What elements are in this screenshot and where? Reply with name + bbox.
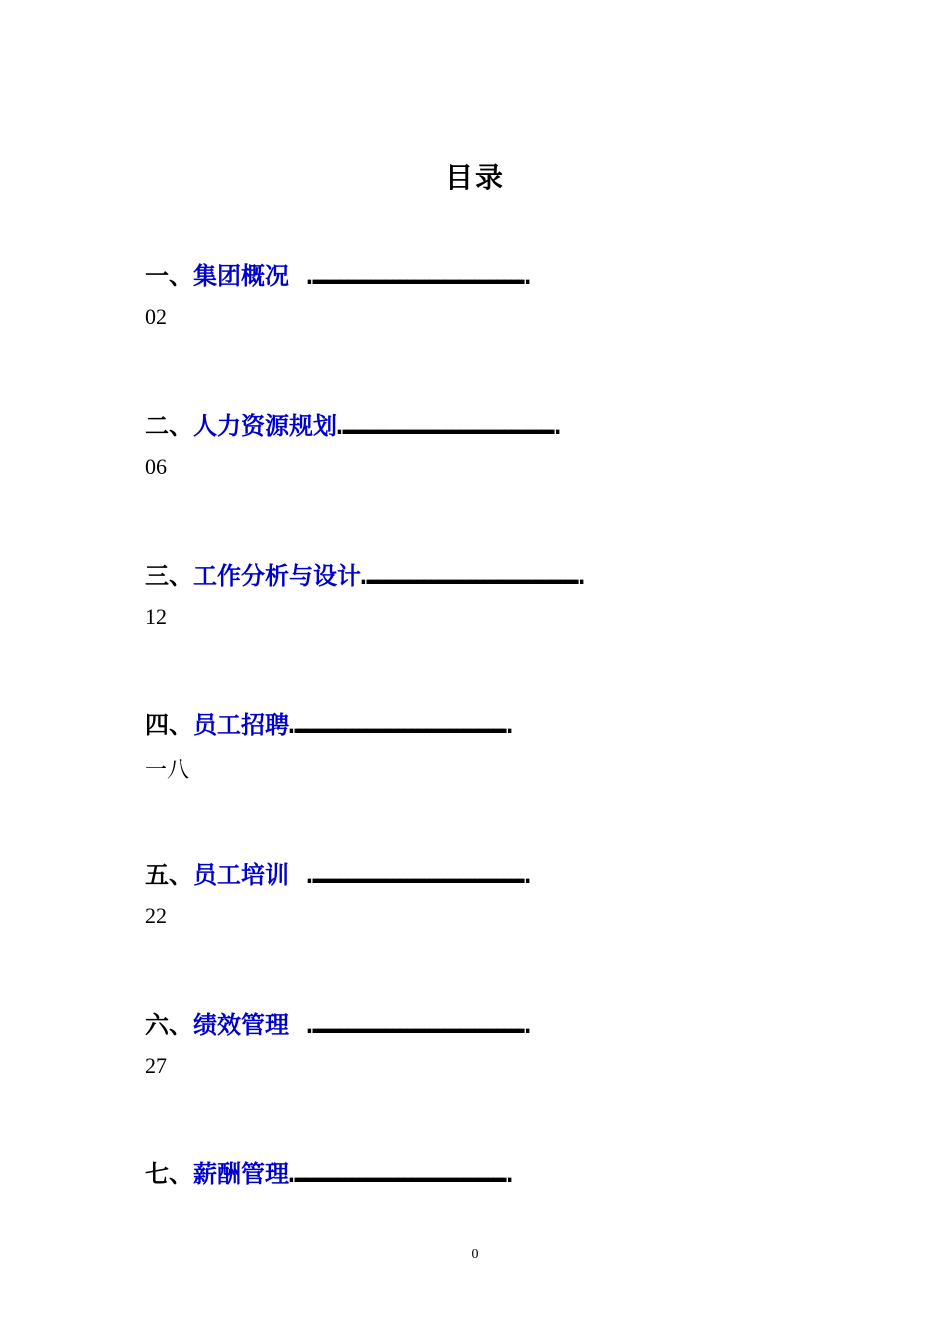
- toc-leader-dots: ……………………………………………………………………………: [289, 711, 506, 739]
- toc-leader-dots: ……………………………………………………………………………: [307, 262, 524, 290]
- toc-leader-dots: ……………………………………………………………………………: [307, 861, 524, 889]
- toc-entry-number: 三、: [145, 561, 193, 590]
- toc-entry-link[interactable]: 员工招聘: [193, 710, 289, 739]
- toc-entry-line: [145, 406, 805, 442]
- toc-entry-link[interactable]: 薪酬管理: [193, 1159, 289, 1188]
- toc-entry-link[interactable]: 员工培训: [193, 860, 289, 889]
- toc-entry-number: 五、: [145, 860, 193, 889]
- toc-page-number: 06: [145, 454, 167, 479]
- toc-entry: [145, 705, 805, 782]
- toc-entry-number: 六、: [145, 1010, 193, 1039]
- toc-leader-dots: ……………………………………………………………………………: [307, 1011, 524, 1039]
- toc-entry-line: [145, 855, 805, 891]
- toc-entry-line: [145, 1005, 805, 1041]
- toc-entry-line: [145, 705, 805, 741]
- toc-leader-dots: ……………………………………………………………………………: [361, 562, 578, 590]
- toc-entry-line: [145, 1154, 805, 1190]
- toc-entry-number: 四、: [145, 710, 193, 739]
- toc-entry-link[interactable]: 绩效管理: [193, 1010, 289, 1039]
- toc-entry-link[interactable]: 人力资源规划: [193, 411, 337, 440]
- toc-entry: [145, 406, 805, 479]
- toc-entry: [145, 556, 805, 629]
- toc-entry: [145, 1005, 805, 1078]
- toc-entry-line: [145, 256, 805, 292]
- toc-entry: [145, 256, 805, 329]
- toc-entry-link[interactable]: 工作分析与设计: [193, 561, 361, 590]
- toc-page-number: 22: [145, 903, 167, 928]
- toc-entry-link[interactable]: 集团概况: [193, 261, 289, 290]
- toc-leader-dots: ……………………………………………………………………………: [289, 1160, 506, 1188]
- toc-entry-number: 二、: [145, 411, 193, 440]
- toc-entry: [145, 855, 805, 928]
- toc-entry: [145, 1154, 805, 1190]
- toc-entry-line: [145, 556, 805, 592]
- toc-page-number: 02: [145, 304, 167, 329]
- toc-entry-number: 一、: [145, 261, 193, 290]
- page-footer-number: 0: [471, 1247, 479, 1262]
- toc-page-number: 一八: [145, 757, 190, 782]
- toc-leader-dots: ……………………………………………………………………………: [337, 412, 554, 440]
- page-title: 目录: [444, 161, 505, 194]
- toc-entry-number: 七、: [145, 1159, 193, 1188]
- toc-page-number: 27: [145, 1053, 167, 1078]
- toc-page-number: 12: [145, 604, 167, 629]
